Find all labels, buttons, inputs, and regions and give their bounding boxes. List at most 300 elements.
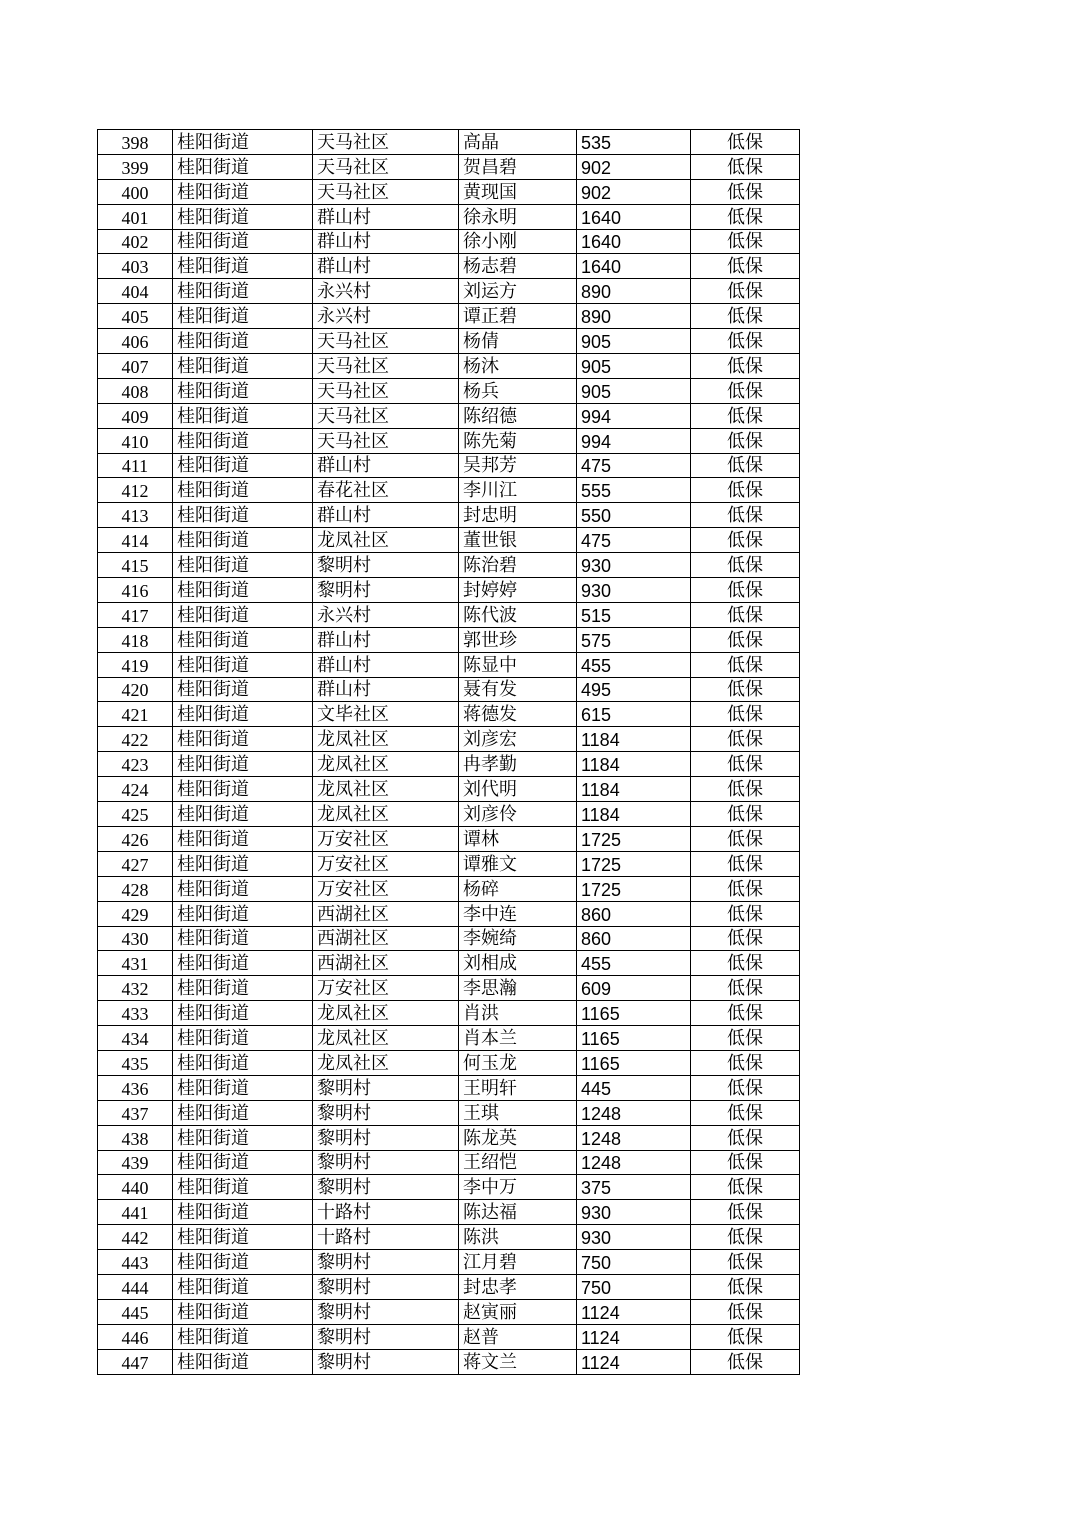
name-cell: 封忠孝 [459,1274,577,1299]
name-cell: 蒋德发 [459,702,577,727]
row-number-cell: 418 [98,627,173,652]
aid-type-cell: 低保 [691,378,800,403]
aid-type-cell: 低保 [691,876,800,901]
aid-type-cell: 低保 [691,1100,800,1125]
name-cell: 郭世珍 [459,627,577,652]
row-number-cell: 404 [98,279,173,304]
table-row [98,229,800,254]
community-cell: 黎明村 [313,1349,459,1374]
name-cell: 谭正碧 [459,304,577,329]
community-cell: 万安社区 [313,876,459,901]
aid-type-cell: 低保 [691,354,800,379]
table-row [98,1075,800,1100]
street-cell: 桂阳街道 [173,602,313,627]
row-number-cell: 412 [98,478,173,503]
row-number-cell: 436 [98,1075,173,1100]
aid-type-cell: 低保 [691,802,800,827]
street-cell: 桂阳街道 [173,677,313,702]
community-cell: 黎明村 [313,578,459,603]
amount-cell: 994 [577,428,691,453]
name-cell: 李川江 [459,478,577,503]
community-cell: 天马社区 [313,329,459,354]
row-number-cell: 447 [98,1349,173,1374]
street-cell: 桂阳街道 [173,130,313,155]
row-number-cell: 399 [98,154,173,179]
street-cell: 桂阳街道 [173,727,313,752]
aid-type-cell: 低保 [691,1349,800,1374]
table-row [98,329,800,354]
table-row [98,254,800,279]
name-cell: 陈代波 [459,602,577,627]
table-row [98,179,800,204]
table-row [98,453,800,478]
amount-cell: 1124 [577,1299,691,1324]
aid-type-cell: 低保 [691,901,800,926]
table-row [98,130,800,155]
amount-cell: 890 [577,304,691,329]
row-number-cell: 420 [98,677,173,702]
name-cell: 刘运方 [459,279,577,304]
street-cell: 桂阳街道 [173,378,313,403]
name-cell: 陈显中 [459,652,577,677]
aid-type-cell: 低保 [691,503,800,528]
aid-type-cell: 低保 [691,1175,800,1200]
street-cell: 桂阳街道 [173,578,313,603]
name-cell: 李婉绮 [459,926,577,951]
row-number-cell: 423 [98,752,173,777]
amount-cell: 535 [577,130,691,155]
row-number-cell: 405 [98,304,173,329]
aid-type-cell: 低保 [691,602,800,627]
name-cell: 赵寅丽 [459,1299,577,1324]
name-cell: 杨沐 [459,354,577,379]
street-cell: 桂阳街道 [173,1349,313,1374]
community-cell: 黎明村 [313,1100,459,1125]
street-cell: 桂阳街道 [173,876,313,901]
community-cell: 万安社区 [313,851,459,876]
amount-cell: 902 [577,154,691,179]
table-row [98,528,800,553]
community-cell: 天马社区 [313,354,459,379]
community-cell: 十路村 [313,1200,459,1225]
row-number-cell: 409 [98,403,173,428]
community-cell: 龙凤社区 [313,1050,459,1075]
community-cell: 天马社区 [313,378,459,403]
community-cell: 天马社区 [313,428,459,453]
name-cell: 肖本兰 [459,1026,577,1051]
amount-cell: 930 [577,1200,691,1225]
table-row [98,677,800,702]
row-number-cell: 402 [98,229,173,254]
name-cell: 聂有发 [459,677,577,702]
name-cell: 江月碧 [459,1250,577,1275]
amount-cell: 1248 [577,1150,691,1175]
row-number-cell: 422 [98,727,173,752]
table-row [98,1349,800,1374]
table-row [98,204,800,229]
name-cell: 吴邦芳 [459,453,577,478]
amount-cell: 902 [577,179,691,204]
table-row [98,976,800,1001]
aid-type-cell: 低保 [691,179,800,204]
street-cell: 桂阳街道 [173,1250,313,1275]
amount-cell: 750 [577,1274,691,1299]
row-number-cell: 432 [98,976,173,1001]
amount-cell: 1640 [577,204,691,229]
row-number-cell: 401 [98,204,173,229]
amount-cell: 550 [577,503,691,528]
community-cell: 群山村 [313,453,459,478]
table-row [98,1175,800,1200]
street-cell: 桂阳街道 [173,304,313,329]
amount-cell: 1184 [577,727,691,752]
name-cell: 徐小刚 [459,229,577,254]
row-number-cell: 426 [98,826,173,851]
name-cell: 冉孝勤 [459,752,577,777]
row-number-cell: 437 [98,1100,173,1125]
aid-type-cell: 低保 [691,403,800,428]
amount-cell: 1124 [577,1349,691,1374]
street-cell: 桂阳街道 [173,254,313,279]
name-cell: 黄现国 [459,179,577,204]
community-cell: 龙凤社区 [313,802,459,827]
table-row [98,1050,800,1075]
aid-type-cell: 低保 [691,1150,800,1175]
street-cell: 桂阳街道 [173,154,313,179]
street-cell: 桂阳街道 [173,354,313,379]
table-row [98,1274,800,1299]
street-cell: 桂阳街道 [173,279,313,304]
name-cell: 谭雅文 [459,851,577,876]
community-cell: 天马社区 [313,154,459,179]
amount-cell: 1165 [577,1001,691,1026]
amount-cell: 555 [577,478,691,503]
amount-cell: 1165 [577,1050,691,1075]
table-row [98,279,800,304]
aid-type-cell: 低保 [691,976,800,1001]
street-cell: 桂阳街道 [173,403,313,428]
name-cell: 陈达福 [459,1200,577,1225]
street-cell: 桂阳街道 [173,652,313,677]
name-cell: 杨志碧 [459,254,577,279]
aid-type-cell: 低保 [691,1125,800,1150]
aid-type-cell: 低保 [691,1026,800,1051]
name-cell: 李中万 [459,1175,577,1200]
aid-type-cell: 低保 [691,1200,800,1225]
amount-cell: 1184 [577,752,691,777]
table-row [98,1125,800,1150]
name-cell: 赵普 [459,1324,577,1349]
table-row [98,304,800,329]
table-row [98,1100,800,1125]
street-cell: 桂阳街道 [173,926,313,951]
community-cell: 龙凤社区 [313,727,459,752]
amount-cell: 375 [577,1175,691,1200]
amount-cell: 1725 [577,876,691,901]
table-row [98,1324,800,1349]
table-row [98,503,800,528]
street-cell: 桂阳街道 [173,503,313,528]
row-number-cell: 398 [98,130,173,155]
community-cell: 春花社区 [313,478,459,503]
name-cell: 刘相成 [459,951,577,976]
aid-type-cell: 低保 [691,204,800,229]
aid-type-cell: 低保 [691,528,800,553]
amount-cell: 615 [577,702,691,727]
aid-type-cell: 低保 [691,752,800,777]
amount-cell: 1184 [577,777,691,802]
amount-cell: 1725 [577,826,691,851]
row-number-cell: 441 [98,1200,173,1225]
name-cell: 陈龙英 [459,1125,577,1150]
row-number-cell: 440 [98,1175,173,1200]
community-cell: 群山村 [313,254,459,279]
row-number-cell: 400 [98,179,173,204]
row-number-cell: 446 [98,1324,173,1349]
aid-type-cell: 低保 [691,926,800,951]
amount-cell: 1184 [577,802,691,827]
community-cell: 黎明村 [313,1299,459,1324]
aid-type-cell: 低保 [691,1075,800,1100]
aid-type-cell: 低保 [691,1324,800,1349]
aid-type-cell: 低保 [691,304,800,329]
name-cell: 何玉龙 [459,1050,577,1075]
community-cell: 群山村 [313,677,459,702]
table-row [98,752,800,777]
aid-type-cell: 低保 [691,130,800,155]
row-number-cell: 445 [98,1299,173,1324]
name-cell: 王绍恺 [459,1150,577,1175]
table-row [98,354,800,379]
name-cell: 刘彦伶 [459,802,577,827]
table-row [98,428,800,453]
community-cell: 龙凤社区 [313,777,459,802]
amount-cell: 1248 [577,1100,691,1125]
amount-cell: 1165 [577,1026,691,1051]
amount-cell: 1640 [577,254,691,279]
name-cell: 徐永明 [459,204,577,229]
aid-type-cell: 低保 [691,851,800,876]
aid-type-cell: 低保 [691,553,800,578]
community-cell: 西湖社区 [313,901,459,926]
aid-type-cell: 低保 [691,1225,800,1250]
community-cell: 天马社区 [313,403,459,428]
street-cell: 桂阳街道 [173,453,313,478]
community-cell: 群山村 [313,204,459,229]
table-row [98,403,800,428]
name-cell: 董世银 [459,528,577,553]
street-cell: 桂阳街道 [173,851,313,876]
community-cell: 黎明村 [313,1075,459,1100]
aid-type-cell: 低保 [691,951,800,976]
aid-type-cell: 低保 [691,154,800,179]
community-cell: 西湖社区 [313,951,459,976]
amount-cell: 905 [577,378,691,403]
amount-cell: 905 [577,329,691,354]
table-row [98,851,800,876]
amount-cell: 1640 [577,229,691,254]
community-cell: 永兴村 [313,304,459,329]
community-cell: 天马社区 [313,130,459,155]
street-cell: 桂阳街道 [173,1299,313,1324]
amount-cell: 750 [577,1250,691,1275]
row-number-cell: 419 [98,652,173,677]
table-row [98,378,800,403]
community-cell: 群山村 [313,627,459,652]
table-row [98,578,800,603]
row-number-cell: 408 [98,378,173,403]
street-cell: 桂阳街道 [173,777,313,802]
community-cell: 文毕社区 [313,702,459,727]
row-number-cell: 416 [98,578,173,603]
amount-cell: 1124 [577,1324,691,1349]
name-cell: 高晶 [459,130,577,155]
amount-cell: 455 [577,652,691,677]
amount-cell: 495 [577,677,691,702]
table-row [98,1200,800,1225]
table-row [98,702,800,727]
street-cell: 桂阳街道 [173,1175,313,1200]
street-cell: 桂阳街道 [173,1050,313,1075]
row-number-cell: 433 [98,1001,173,1026]
amount-cell: 930 [577,553,691,578]
community-cell: 永兴村 [313,602,459,627]
row-number-cell: 430 [98,926,173,951]
name-cell: 陈绍德 [459,403,577,428]
row-number-cell: 414 [98,528,173,553]
aid-type-cell: 低保 [691,1250,800,1275]
street-cell: 桂阳街道 [173,1100,313,1125]
row-number-cell: 444 [98,1274,173,1299]
aid-type-cell: 低保 [691,677,800,702]
aid-type-cell: 低保 [691,627,800,652]
row-number-cell: 439 [98,1150,173,1175]
table-row [98,1250,800,1275]
community-cell: 西湖社区 [313,926,459,951]
aid-type-cell: 低保 [691,1050,800,1075]
aid-type-cell: 低保 [691,478,800,503]
community-cell: 黎明村 [313,1250,459,1275]
row-number-cell: 434 [98,1026,173,1051]
table-row [98,602,800,627]
aid-type-cell: 低保 [691,254,800,279]
community-cell: 黎明村 [313,1125,459,1150]
table-row [98,553,800,578]
community-cell: 黎明村 [313,1175,459,1200]
table-row [98,627,800,652]
street-cell: 桂阳街道 [173,1274,313,1299]
table-row [98,876,800,901]
aid-type-cell: 低保 [691,826,800,851]
community-cell: 群山村 [313,229,459,254]
table-row [98,951,800,976]
street-cell: 桂阳街道 [173,553,313,578]
street-cell: 桂阳街道 [173,826,313,851]
aid-type-cell: 低保 [691,1274,800,1299]
street-cell: 桂阳街道 [173,1075,313,1100]
table-row [98,901,800,926]
aid-type-cell: 低保 [691,1001,800,1026]
amount-cell: 930 [577,1225,691,1250]
aid-type-cell: 低保 [691,702,800,727]
recipient-table [97,129,800,1375]
aid-type-cell: 低保 [691,329,800,354]
community-cell: 龙凤社区 [313,1001,459,1026]
community-cell: 龙凤社区 [313,1026,459,1051]
street-cell: 桂阳街道 [173,179,313,204]
community-cell: 黎明村 [313,1274,459,1299]
row-number-cell: 443 [98,1250,173,1275]
table-row [98,926,800,951]
row-number-cell: 403 [98,254,173,279]
row-number-cell: 435 [98,1050,173,1075]
name-cell: 杨兵 [459,378,577,403]
row-number-cell: 413 [98,503,173,528]
table-row [98,1299,800,1324]
community-cell: 群山村 [313,652,459,677]
table-row [98,1026,800,1051]
row-number-cell: 442 [98,1225,173,1250]
table-row [98,802,800,827]
table-row [98,777,800,802]
community-cell: 万安社区 [313,976,459,1001]
amount-cell: 890 [577,279,691,304]
row-number-cell: 417 [98,602,173,627]
street-cell: 桂阳街道 [173,627,313,652]
street-cell: 桂阳街道 [173,1026,313,1051]
table-row [98,478,800,503]
amount-cell: 455 [577,951,691,976]
amount-cell: 475 [577,528,691,553]
table-body [98,130,800,1375]
amount-cell: 905 [577,354,691,379]
community-cell: 十路村 [313,1225,459,1250]
table-row [98,1225,800,1250]
street-cell: 桂阳街道 [173,329,313,354]
row-number-cell: 407 [98,354,173,379]
row-number-cell: 429 [98,901,173,926]
street-cell: 桂阳街道 [173,1225,313,1250]
street-cell: 桂阳街道 [173,1125,313,1150]
table-row [98,727,800,752]
street-cell: 桂阳街道 [173,1200,313,1225]
name-cell: 杨碎 [459,876,577,901]
street-cell: 桂阳街道 [173,528,313,553]
community-cell: 黎明村 [313,1324,459,1349]
row-number-cell: 411 [98,453,173,478]
name-cell: 刘代明 [459,777,577,802]
street-cell: 桂阳街道 [173,1150,313,1175]
street-cell: 桂阳街道 [173,1324,313,1349]
community-cell: 黎明村 [313,553,459,578]
amount-cell: 860 [577,901,691,926]
amount-cell: 1725 [577,851,691,876]
aid-type-cell: 低保 [691,578,800,603]
amount-cell: 994 [577,403,691,428]
name-cell: 杨倩 [459,329,577,354]
community-cell: 永兴村 [313,279,459,304]
street-cell: 桂阳街道 [173,802,313,827]
row-number-cell: 415 [98,553,173,578]
name-cell: 刘彦宏 [459,727,577,752]
row-number-cell: 428 [98,876,173,901]
aid-type-cell: 低保 [691,1299,800,1324]
community-cell: 天马社区 [313,179,459,204]
street-cell: 桂阳街道 [173,1001,313,1026]
name-cell: 陈洪 [459,1225,577,1250]
amount-cell: 609 [577,976,691,1001]
amount-cell: 515 [577,602,691,627]
